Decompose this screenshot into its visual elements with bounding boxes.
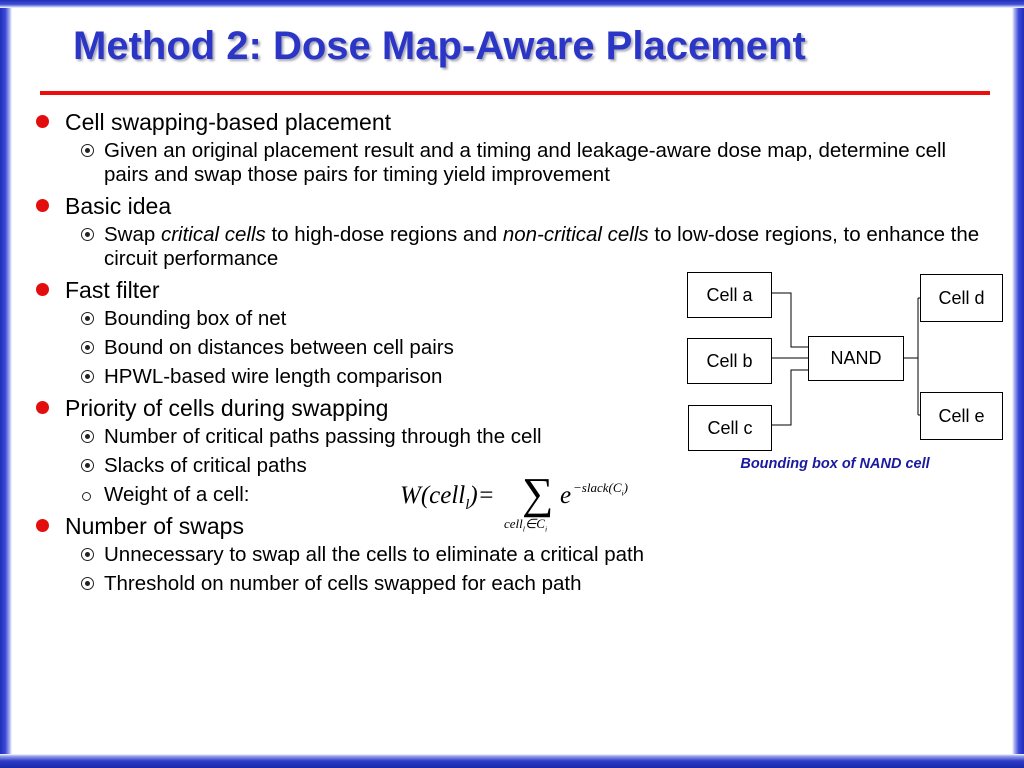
formula-lhs: W(cell$_l$)= — [400, 482, 495, 513]
sub-bullet-item — [36, 139, 996, 187]
sub-bullet-text: Given an original placement result and a timing and leakage-aware dose map, determine cell pairs and swap those pairs for timing yield improvement — [104, 139, 947, 186]
bullet-text: Basic idea — [65, 193, 172, 219]
cell-c-box: Cell c — [688, 405, 772, 451]
target-circle-icon — [81, 577, 94, 590]
target-circle-icon — [81, 312, 94, 325]
bullet-text: Number of swaps — [65, 513, 244, 539]
target-circle-icon — [81, 341, 94, 354]
sub-bullet-text: Number of critical paths passing through the cell — [104, 425, 542, 448]
sub-bullet-text-part: Swap — [104, 223, 161, 246]
bullet-text: Fast filter — [65, 277, 160, 303]
frame-top-border — [0, 0, 1024, 8]
frame-right-border — [1012, 0, 1024, 768]
bullet-text: Priority of cells during swapping — [65, 395, 389, 421]
formula-base: e — [560, 482, 572, 509]
red-dot-icon — [36, 283, 49, 296]
title-underline — [40, 91, 990, 95]
slide-title: Method 2: Dose Map-Aware Placement — [73, 24, 806, 68]
bullet-item — [36, 108, 996, 136]
target-circle-icon — [81, 144, 94, 157]
target-circle-icon — [81, 548, 94, 561]
red-dot-icon — [36, 401, 49, 414]
sub-bullet-text: Weight of a cell: — [104, 483, 250, 506]
sub-bullet-text: HPWL-based wire length comparison — [104, 365, 443, 388]
sub-bullet-text: Unnecessary to swap all the cells to eliminate a critical path — [104, 543, 645, 566]
target-circle-icon — [81, 459, 94, 472]
sub-bullet-item — [36, 572, 996, 596]
summation-symbol: ∑ — [522, 469, 554, 518]
red-dot-icon — [36, 115, 49, 128]
sub-bullet-text: Bound on distances between cell pairs — [104, 336, 454, 359]
hollow-circle-icon — [82, 492, 91, 501]
cell-a-box: Cell a — [687, 272, 772, 318]
sub-bullet-item — [36, 223, 996, 271]
cell-e-box: Cell e — [920, 392, 1003, 440]
sub-bullet-text: Slacks of critical paths — [104, 454, 307, 477]
red-dot-icon — [36, 519, 49, 532]
red-dot-icon — [36, 199, 49, 212]
weight-formula — [400, 469, 660, 542]
target-circle-icon — [81, 370, 94, 383]
sub-bullet-text: Bounding box of net — [104, 307, 287, 330]
cell-b-box: Cell b — [687, 338, 772, 384]
sub-bullet-text: Threshold on number of cells swapped for each path — [104, 572, 582, 595]
bullet-text: Cell swapping-based placement — [65, 109, 392, 135]
frame-bottom-border — [0, 754, 1024, 768]
summation-index: $cell_l\in C_i$ — [504, 516, 548, 534]
sub-bullet-item — [36, 543, 996, 567]
frame-left-border — [0, 0, 12, 768]
diagram-caption: Bounding box of NAND cell — [740, 456, 930, 472]
nand-diagram — [680, 266, 1010, 476]
emphasis-non-critical-cells: non-critical cells — [502, 223, 649, 246]
target-circle-icon — [81, 228, 94, 241]
emphasis-critical-cells: critical cells — [160, 223, 266, 246]
formula-exponent: $-slack(C_i)$ — [573, 480, 628, 498]
bullet-item — [36, 192, 996, 220]
sub-bullet-text-part: to low-dose regions, to enhance the circuit performance — [104, 223, 980, 270]
cell-d-box: Cell d — [920, 274, 1003, 322]
sub-bullet-text-part: to high-dose regions and — [265, 223, 503, 246]
target-circle-icon — [81, 430, 94, 443]
nand-gate-box: NAND — [808, 336, 904, 381]
